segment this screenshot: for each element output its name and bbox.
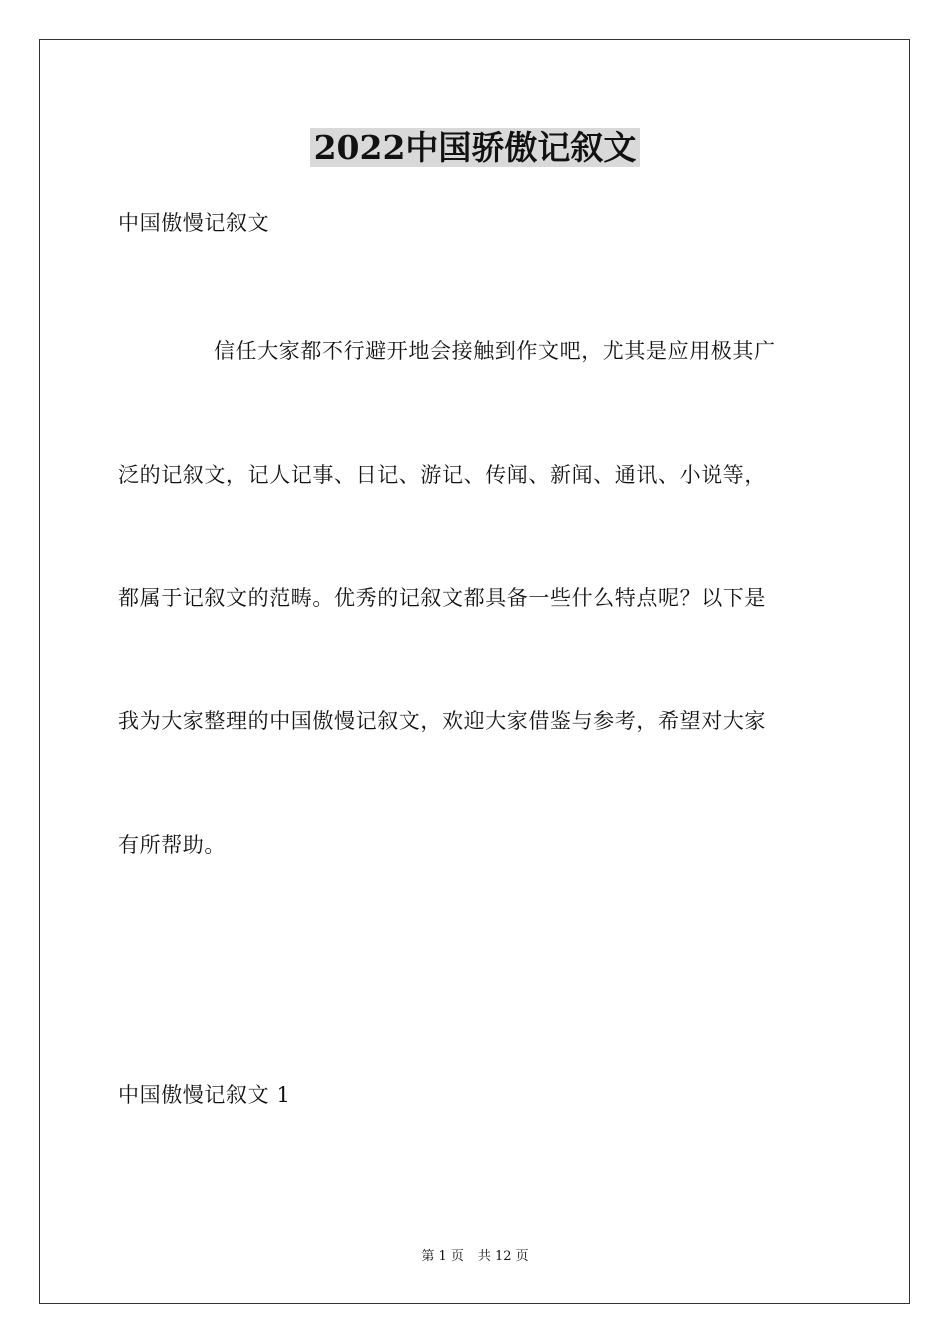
page-footer	[0, 1248, 950, 1266]
page-number: 第 1 页	[421, 1249, 464, 1264]
page-total: 共 12 页	[477, 1249, 529, 1264]
title-text: 2022中国骄傲记叙文	[310, 128, 641, 167]
intro-line-5: 有所帮助。	[118, 833, 226, 857]
intro-line-2: 泛的记叙文，记人记事、日记、游记、传闻、新闻、通讯、小说等，	[118, 463, 766, 487]
document-subtitle: 中国傲慢记叙文	[118, 211, 270, 235]
intro-line-4: 我为大家整理的中国傲慢记叙文，欢迎大家借鉴与参考，希望对大家	[118, 709, 766, 733]
intro-line-3: 都属于记叙文的范畴。优秀的记叙文都具备一些什么特点呢？以下是	[118, 586, 766, 610]
section-heading: 中国傲慢记叙文 1	[118, 1083, 291, 1107]
document-title	[0, 124, 950, 172]
intro-line-1: 信任大家都不行避开地会接触到作文吧，尤其是应用极其广	[214, 339, 776, 363]
